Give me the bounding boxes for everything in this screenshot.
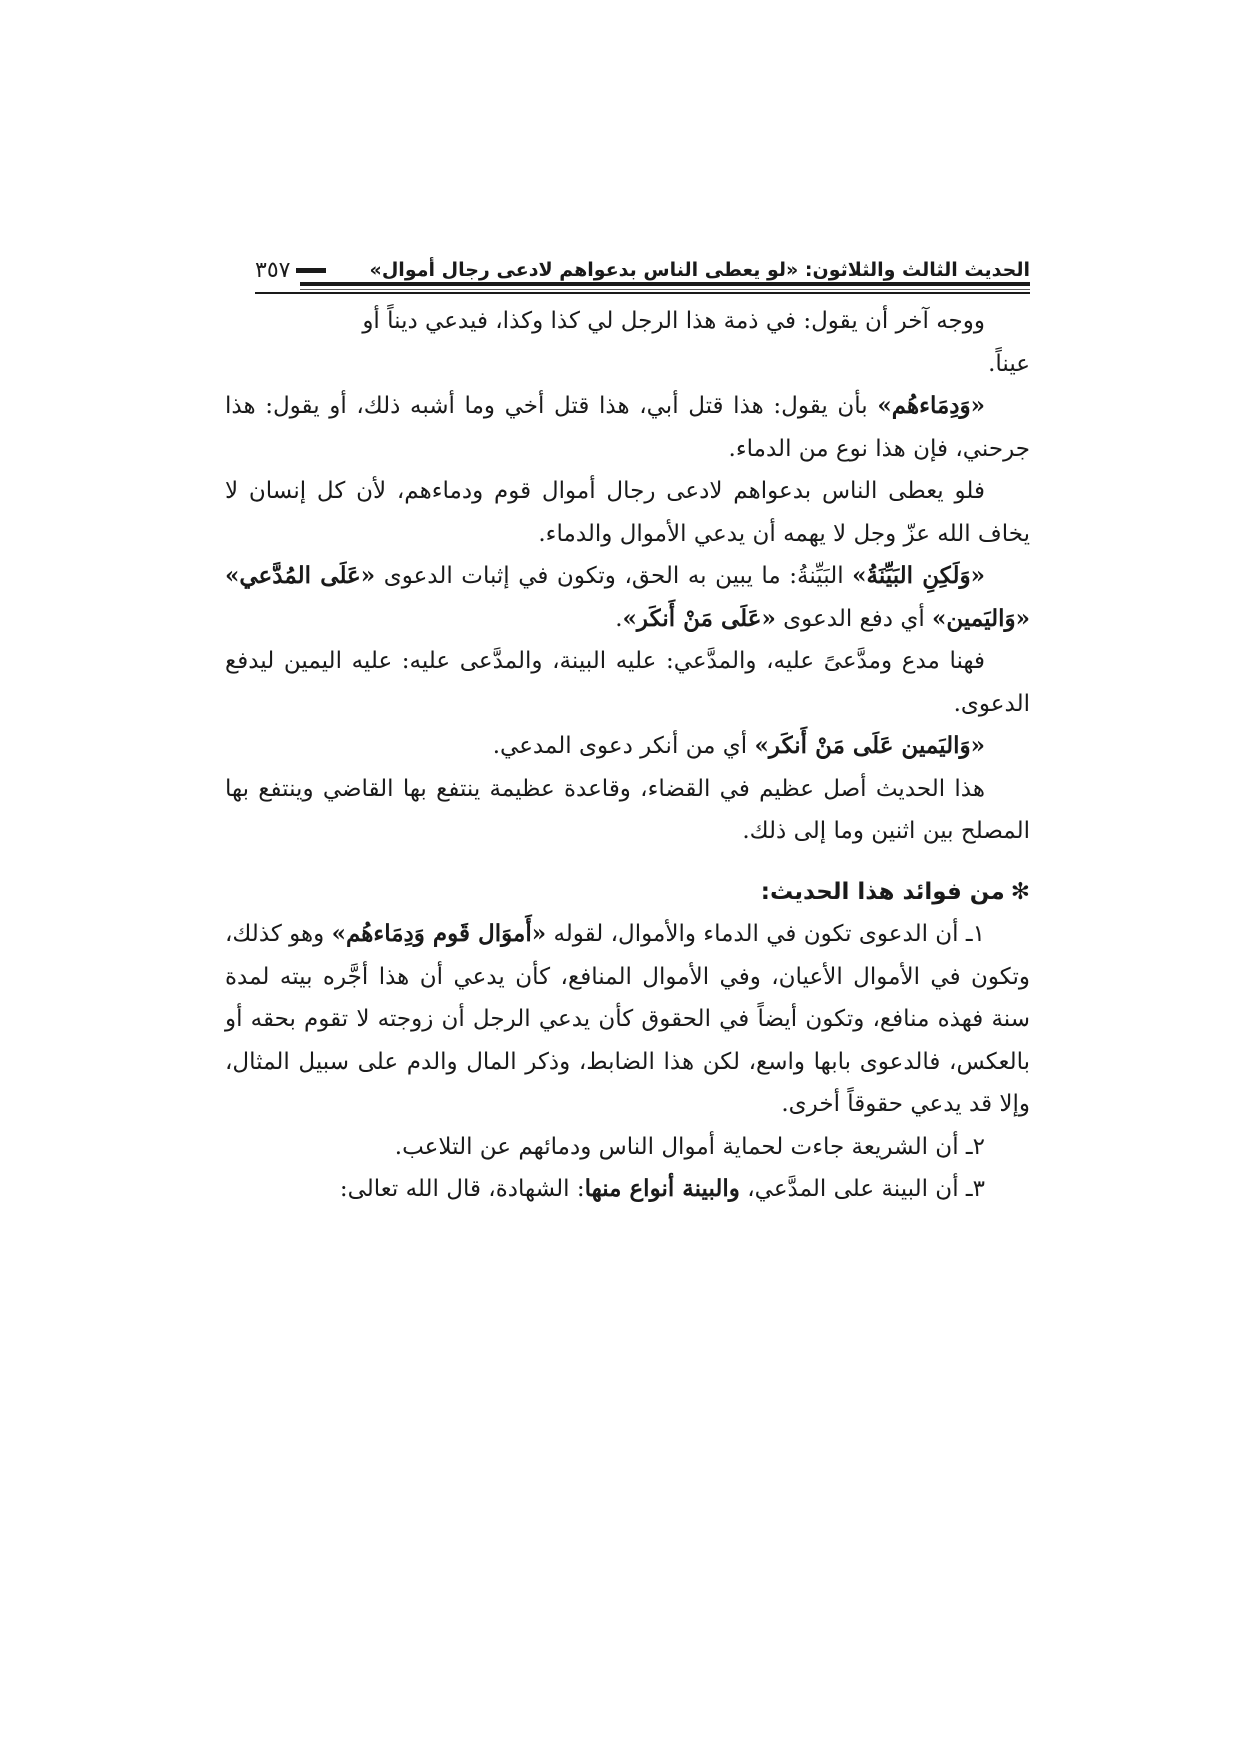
benefit-3-bold: والبينة أنواع منها — [584, 1175, 740, 1202]
paragraph-6 — [225, 725, 1030, 768]
header-rule-bottom — [255, 292, 1030, 294]
header-rule-thin — [300, 289, 1030, 290]
quote-amwal-qawm: «أَموَال قَوم وَدِمَاءهُم» — [331, 920, 547, 947]
paragraph-1: ووجه آخر أن يقول: في ذمة هذا الرجل لي كذا وكذا، فيدعي ديناً أو — [362, 308, 985, 334]
benefit-3-text-1: ٣ـ أن البينة على المدَّعي، — [739, 1176, 985, 1202]
paragraph-1-cont: عيناً. — [988, 350, 1030, 377]
benefits-heading-text: من فوائد هذا الحديث: — [760, 878, 1005, 905]
page-number — [255, 258, 326, 283]
quote-ala-man-ankar: «عَلَى مَنْ أَنكَر» — [622, 604, 776, 632]
asterisk-icon: ✻ — [1010, 878, 1030, 905]
page-number-text: ٣٥٧ — [255, 257, 291, 283]
running-title: الحديث الثالث والثلاثون: «لو يعطى الناس بدعواهم لادعى رجال أموال» — [369, 259, 1030, 281]
paragraph-4-text-4: . — [615, 605, 623, 632]
paragraph-3: فلو يعطى الناس بدعواهم لادعى رجال أموال قوم ودماءهم، لأن كل إنسان لا يخاف الله عزّ وجل لا يهمه أن يدعي الأموال والدماء. — [225, 478, 1030, 547]
paragraph-5: فهنا مدع ومدَّعىً عليه، والمدَّعي: عليه البينة، والمدَّعى عليه: عليه اليمين ليدفع الدعوى. — [225, 648, 1030, 717]
header-rule — [300, 282, 1030, 286]
benefit-3-text-2: : الشهادة، قال الله تعالى: — [339, 1176, 585, 1202]
quote-ala-almuddai: «عَلَى المُدَّعي» — [225, 562, 376, 589]
benefit-1-text-2: وهو كذلك، وتكون في الأموال الأعيان، وفي الأموال المنافع، كأن يدعي أن هذا أجَّره بيته لمدة سنة فهذه منافع، وتكون أيضاً في الحقوق كأن يدعي الرجل أن زوجته لا تقوم بحقه أو بالعكس، فالدعوى بابها واسع، لكن هذا الضابط، وذكر المال والدم على سبيل المثال، وإلا قد يدعي حقوقاً أخرى. — [225, 921, 1030, 1117]
page-number-bar — [296, 268, 326, 273]
paragraph-7: هذا الحديث أصل عظيم في القضاء، وقاعدة عظيمة ينتفع بها القاضي وينتفع بها المصلح بين اثنين وما إلى ذلك. — [225, 775, 1030, 844]
paragraph-4 — [225, 555, 1030, 640]
paragraph-2 — [225, 385, 1030, 470]
benefits-heading — [225, 871, 1030, 914]
paragraph-4-text-3: أي دفع الدعوى — [775, 605, 933, 632]
benefit-item-2: ٢ـ أن الشريعة جاءت لحماية أموال الناس ودمائهم عن التلاعب. — [394, 1133, 985, 1160]
paragraph-4-text-1: البَيِّنةُ: ما يبين به الحق، وتكون في إثبات الدعوى — [375, 563, 853, 589]
body-text — [225, 300, 1030, 1211]
benefit-item-3 — [225, 1168, 1030, 1211]
benefit-1-text-1: ١ـ أن الدعوى تكون في الدماء والأموال، لقوله — [546, 921, 985, 947]
quote-walyamin: «وَاليَمين» — [932, 604, 1030, 632]
benefit-item-1 — [225, 913, 1030, 1126]
paragraph-6-text: أي من أنكر دعوى المدعي. — [492, 733, 755, 759]
quote-damaahum: «وَدِمَاءهُم» — [877, 392, 985, 419]
quote-walakin-albayyina: «وَلَكِنِ البَيِّنَةُ» — [852, 562, 985, 589]
quote-walyamin-ala-man-ankar: «وَاليَمين عَلَى مَنْ أَنكَر» — [754, 732, 985, 759]
paragraph-2-text: بأن يقول: هذا قتل أبي، هذا قتل أخي وما أشبه ذلك، أو يقول: هذا جرحني، فإن هذا نوع من الدماء. — [225, 393, 1030, 462]
